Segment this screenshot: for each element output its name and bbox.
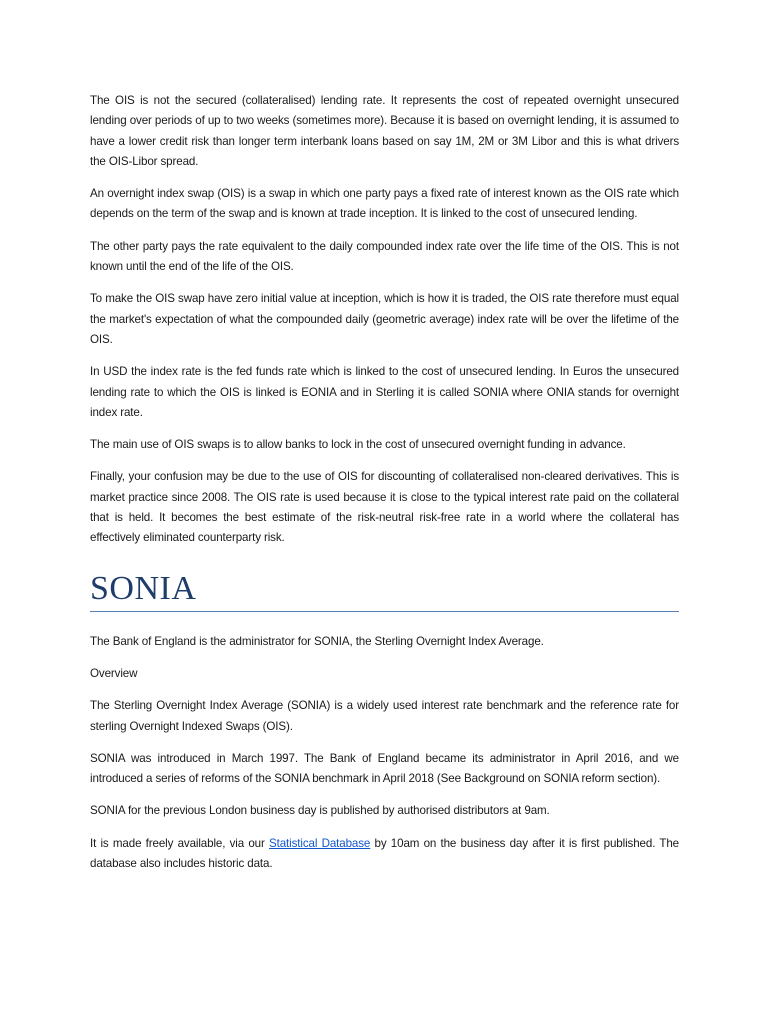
heading-underline-divider bbox=[90, 611, 679, 612]
paragraph-main-use: The main use of OIS swaps is to allow banks to lock in the cost of unsecured overnight funding in advance. bbox=[90, 438, 626, 452]
paragraph-index-rates: In USD the index rate is the fed funds rate which is linked to the cost of unsecured lending. In Euros the unsecured lending rate to which the OIS is linked is EONIA and in Sterling it is called SONIA where ONIA stands for overnight index rate. bbox=[90, 365, 679, 419]
paragraph-other-party: The other party pays the rate equivalent to the daily compounded index rate over the life time of the OIS. This is not known until the end of the life of the OIS. bbox=[90, 239, 679, 274]
section-heading-sonia: SONIA bbox=[90, 569, 197, 607]
paragraph-administrator: The Bank of England is the administrator for SONIA, the Sterling Overnight Index Average. bbox=[90, 634, 544, 648]
statistical-database-link[interactable]: Statistical Database bbox=[269, 836, 371, 850]
paragraph-sonia-history: SONIA was introduced in March 1997. The Bank of England became its administrator in April 2016, and we introduced a series of reforms of the SONIA benchmark in April 2018 (See Background on SONIA reform section). bbox=[90, 751, 679, 786]
paragraph-sonia-definition: The Sterling Overnight Index Average (SONIA) is a widely used interest rate benchmark and the reference rate for sterling Overnight Indexed Swaps (OIS). bbox=[90, 699, 679, 733]
paragraph-ois-definition: An overnight index swap (OIS) is a swap in which one party pays a fixed rate of interest known as the OIS rate which depends on the term of the swap and is known at trade inception. It is linked to the cost of unsecured lending. bbox=[90, 187, 679, 221]
paragraph-ois-not-secured: The OIS is not the secured (collateralised) lending rate. It represents the cost of repeated overnight unsecured lending over periods of up to two weeks (sometimes more). Because it is based on overnight lending, it is assumed to have a lower credit risk than longer term interbank loans based on say 1M, 2M or 3M Libor and this is what drivers the OIS-Libor spread. bbox=[90, 94, 679, 168]
document-page bbox=[90, 91, 679, 886]
paragraph-publication-time: SONIA for the previous London business day is published by authorised distributors at 9am. bbox=[90, 804, 550, 818]
paragraph-zero-initial-value: To make the OIS swap have zero initial value at inception, which is how it is traded, the OIS rate therefore must equal the market's expectation of what the compounded daily (geometric average) index rate will be over the lifetime of the OIS. bbox=[90, 292, 679, 346]
text-after-link: by 10am on the business day after it is first published. The database also includes historic data. bbox=[90, 836, 679, 871]
paragraph-overview-label: Overview bbox=[90, 666, 138, 680]
text-before-link: It is made freely available, via our bbox=[90, 836, 270, 850]
paragraph-discounting: Finally, your confusion may be due to the use of OIS for discounting of collateralised non-cleared derivatives. This is market practice since 2008. The OIS rate is used because it is close to the typical interest rate paid on the collateral that is held. It becomes the best estimate of the risk-neutral risk-free rate in a world where the collateral has effectively eliminated counterparty risk. bbox=[90, 470, 679, 545]
paragraph-statistical-database bbox=[90, 834, 679, 875]
